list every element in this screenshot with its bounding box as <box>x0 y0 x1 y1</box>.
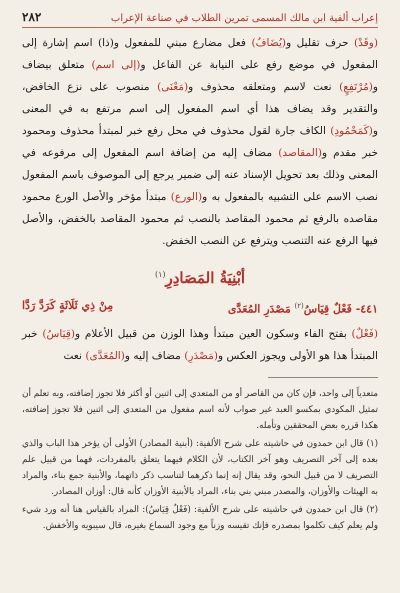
text-run-3: خبر المبتدأ هذا هو الأولى ويجوز العكس و <box>22 327 378 362</box>
text-run-5: مضاف إليه و <box>124 349 185 362</box>
highlighted-term-0: (فَعْلٌ) <box>351 327 378 340</box>
text-run-7: نعت <box>63 349 86 362</box>
highlighted-term-4: (إلى اسم) <box>91 59 141 71</box>
footnote-continued: متعدياً إلى واحد، فإن كان من القاصر أو من المتعدي إلى اثنين أو أكثر فلا تجوز إضافته، وبه تعلم أن تمثيل المكودي بمكسو العبد غير صواب لأنه اسم مفعول من المتعدي إلى اثنين فلا تجوز إضافته، هكذا قرره بعض المحققين وتأمله. <box>22 388 378 431</box>
highlighted-term-8: (مَعْنَى) <box>157 81 189 93</box>
paragraph-1 <box>22 32 378 252</box>
highlighted-term-12: (المقاصد) <box>278 147 322 159</box>
section-heading-text: أبْنِيَةُ المَصَادِرِ <box>165 269 246 287</box>
verse-line <box>22 295 378 321</box>
verse-first-end: مَصْدَرِ المُعَدَّى <box>227 302 295 316</box>
footnote-divider <box>268 377 378 378</box>
text-run-9: منصوب على نزع الخافض، والتقدير وقد يضاف هذا أي اسم المفعول إلى اسم مرتفع به في المعنى و <box>22 81 378 137</box>
verse-number-text: ٤٤١- فَعْلٌ قِيَاسُ <box>303 302 378 316</box>
section-heading <box>22 264 378 289</box>
text-run-13: مضاف إليه من إضافة اسم المفعول إلى مرفوعه في المعنى وذلك بعد تحويل الإسناد عنه إلى ضمير يرجع إلى الموصوف باسم المفعول نصب الاسم على التشبيه بالمفعول به و <box>22 147 378 203</box>
text-run-15: مبتدأ مؤخر والأصل الورع محمود مقاصده بالرفع ثم محمود المقاصد بالنصب ثم محمود المقاصد بالخفض، والأصل فيها الرفع عنه التنصب ويترفع عن النصب الخفض. <box>22 191 378 247</box>
verse-second-hemistich: مِنْ ذِي ثَلَاثَةٍ كَرَدَّ رَدَّا <box>22 299 114 312</box>
footnotes <box>22 386 378 534</box>
text-run-11: الكاف جارة لقول محذوف في محل رفع خبر لمبتدأ محذوف ومحمود خبر مقدم و <box>22 125 378 159</box>
highlighted-term-10: (كَمَحْمُودِ) <box>330 125 373 137</box>
highlighted-term-2: (قِيَاسُ) <box>42 327 76 340</box>
highlighted-term-4: (مَصْدَرِ) <box>184 349 219 362</box>
footnote-1: (١) قال ابن حمدون في حاشيته على شرح الألفية: (أبنية المصادر) الأولى أن يؤخر هذا الباب والذي بعده إلى آخر التصريف وهو آخر الكتاب، لأن الكلام فيهما يتعلق بالمفردات، فهما من قبيل علم التصريف لا من قبيل النحو، وقد يقال إنه إنما ذكرهما لتناسب ذكر ذاتهما، والأبنية جمع بناء، والمراد به الهيئات والأوزان، والمصدر مبني بني بناء، المراد بالأبنية الأوزان كأنه قال: أوزان المصادر. <box>22 438 378 497</box>
running-title: إعراب ألفية ابن مالك المسمى تمرين الطلاب في صناعة الإعراب <box>110 13 378 24</box>
page-header <box>22 10 378 28</box>
highlighted-term-14: (الورع) <box>170 191 203 203</box>
main-text <box>22 32 378 367</box>
text-run-5: متعلق بيضاف و <box>22 59 378 93</box>
highlighted-term-0: (وقَدْ) <box>353 37 378 49</box>
page-number: ٢٨٢ <box>22 10 42 24</box>
highlighted-term-6: (المُعَدَّى) <box>85 349 125 362</box>
text-run-3: فعل مضارع مبني للمفعول و(ذا) اسم إشارة إلى المفعول في موضع رفع على النيابة عن الفاعل و <box>22 37 378 71</box>
verse-first-hemistich <box>228 295 378 321</box>
text-run-7: نعت لاسم ومتعلقه محذوف و <box>188 81 340 93</box>
highlighted-term-6: (مُرْتَفِعٍ) <box>339 81 373 93</box>
footnote-2: (٢) قال ابن حمدون في حاشيته على شرح الألفية: (فَعْلٌ قِيَاسُ): المراد بالقياس هنا أنه ورد شيء ولم يعلم كيف تكلموا بمصدره فإنك تقيسه وزناً مع وجود السماع بغيره، قال سيبويه والأخفش. <box>22 504 378 531</box>
heading-footnote-ref: (١) <box>154 270 166 279</box>
highlighted-term-2: (يُضَافُ) <box>251 37 287 49</box>
text-run-1: حرف تقليل و <box>286 37 354 49</box>
verse-footnote-ref: (٢) <box>294 302 304 310</box>
text-run-1: بفتح الفاء وسكون العين مبتدأ وهذا الوزن من قبيل الأعلام و <box>75 327 352 340</box>
paragraph-2 <box>22 323 378 367</box>
